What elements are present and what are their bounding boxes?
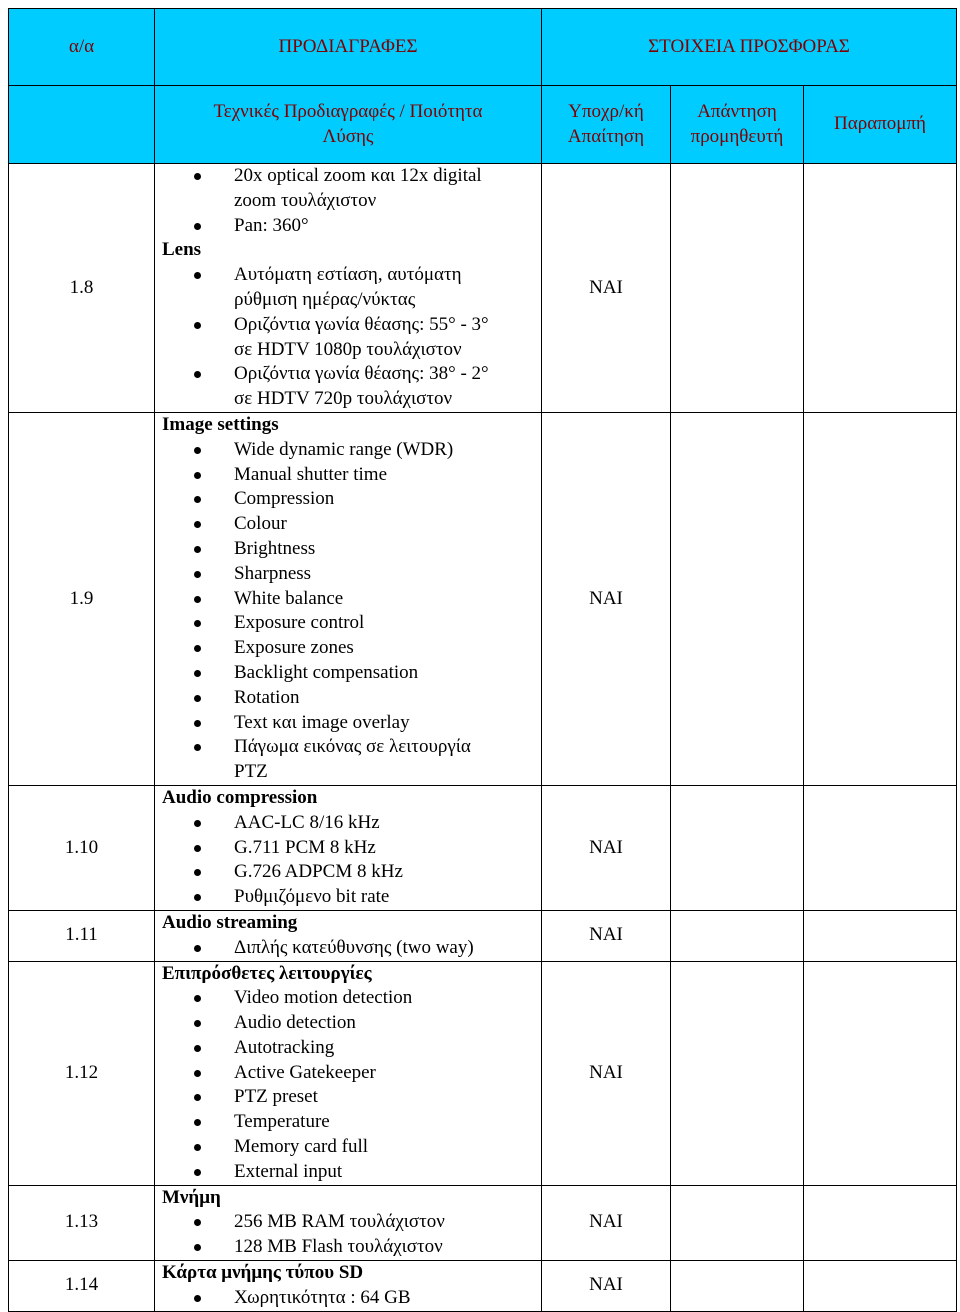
bullet-icon bbox=[194, 472, 201, 479]
spec-list bbox=[162, 936, 537, 961]
subheader-reference: Παραπομπή bbox=[804, 86, 957, 164]
spec-item-text: σε HDTV 1080p τουλάχιστον bbox=[234, 338, 462, 360]
supplier-answer-cell bbox=[671, 910, 804, 961]
spec-item-text: Backlight compensation bbox=[234, 661, 419, 683]
supplier-answer-cell bbox=[671, 164, 804, 413]
supplier-answer-cell bbox=[671, 961, 804, 1185]
spec-list-item bbox=[162, 811, 537, 836]
subheader-req-line1: Υποχρ/κή bbox=[568, 100, 644, 122]
spec-item-text: Πάγωμα εικόνας σε λειτουργία bbox=[234, 736, 471, 758]
spec-item-text: Compression bbox=[234, 488, 335, 510]
spec-list-item bbox=[162, 463, 537, 488]
bullet-icon bbox=[194, 670, 201, 677]
spec-item-text: Audio detection bbox=[234, 1012, 356, 1034]
row-number: 1.14 bbox=[9, 1261, 155, 1312]
spec-description bbox=[155, 785, 542, 910]
spec-list-item bbox=[162, 1235, 537, 1260]
spec-list bbox=[162, 1286, 537, 1311]
bullet-icon bbox=[194, 620, 201, 627]
spec-list-item bbox=[162, 1135, 537, 1160]
bullet-icon bbox=[194, 720, 201, 727]
bullet-icon bbox=[194, 1295, 201, 1302]
row-number: 1.10 bbox=[9, 785, 155, 910]
subheader-row bbox=[9, 86, 957, 164]
spec-item-text: Pan: 360° bbox=[234, 214, 309, 236]
spec-item-text: Exposure zones bbox=[234, 637, 354, 659]
spec-heading: Audio compression bbox=[162, 786, 318, 808]
spec-heading: Audio streaming bbox=[162, 911, 298, 933]
spec-description bbox=[155, 164, 542, 413]
spec-item-text: 256 MB RAM τουλάχιστον bbox=[234, 1211, 445, 1233]
spec-list bbox=[162, 811, 537, 910]
spec-list-item bbox=[162, 562, 537, 587]
spec-list-item bbox=[162, 214, 537, 239]
reference-cell bbox=[804, 164, 957, 413]
spec-item-text: Οριζόντια γωνία θέασης: 38° - 2° bbox=[234, 363, 489, 385]
bullet-icon bbox=[194, 1094, 201, 1101]
subheader-answer-line1: Απάντηση bbox=[697, 100, 777, 122]
spec-item-text: Colour bbox=[234, 513, 287, 535]
spec-item-text: PTZ bbox=[234, 761, 268, 783]
spec-item-text: Rotation bbox=[234, 686, 300, 708]
spec-item-text: Οριζόντια γωνία θέασης: 55° - 3° bbox=[234, 313, 489, 335]
bullet-icon bbox=[194, 1119, 201, 1126]
spec-list-item bbox=[162, 1160, 537, 1185]
spec-heading: Image settings bbox=[162, 413, 279, 435]
spec-list-item bbox=[162, 1085, 537, 1110]
reference-cell bbox=[804, 1261, 957, 1312]
spec-heading: Επιπρόσθετες λειτουργίες bbox=[162, 962, 372, 984]
bullet-icon bbox=[194, 1169, 201, 1176]
bullet-icon bbox=[194, 223, 201, 230]
spec-list-item bbox=[162, 512, 537, 537]
subheader-requirement bbox=[542, 86, 671, 164]
spec-list-item bbox=[162, 986, 537, 1011]
bullet-icon bbox=[194, 744, 201, 751]
spec-list-item bbox=[162, 735, 537, 785]
bullet-icon bbox=[194, 596, 201, 603]
bullet-icon bbox=[194, 695, 201, 702]
spec-row bbox=[9, 961, 957, 1185]
spec-list-item bbox=[162, 313, 537, 363]
bullet-icon bbox=[194, 447, 201, 454]
row-number: 1.8 bbox=[9, 164, 155, 413]
spec-heading: Μνήμη bbox=[162, 1186, 221, 1208]
subheader-tech-line2: Λύσης bbox=[322, 125, 374, 147]
spec-item-text: 20x optical zoom και 12x digital bbox=[234, 165, 482, 186]
spec-item-text: Text και image overlay bbox=[234, 711, 410, 733]
spec-item-text: Χωρητικότητα : 64 GB bbox=[234, 1286, 411, 1308]
spec-item-text: PTZ preset bbox=[234, 1086, 318, 1108]
requirement-value: ΝΑΙ bbox=[542, 785, 671, 910]
supplier-answer-cell bbox=[671, 1261, 804, 1312]
spec-item-text: Wide dynamic range (WDR) bbox=[234, 438, 454, 460]
spec-list-item bbox=[162, 164, 537, 214]
spec-list-item bbox=[162, 362, 537, 412]
bullet-icon bbox=[194, 945, 201, 952]
reference-cell bbox=[804, 961, 957, 1185]
subheader-answer bbox=[671, 86, 804, 164]
bullet-icon bbox=[194, 1219, 201, 1226]
spec-description bbox=[155, 961, 542, 1185]
spec-item-text: 128 MB Flash τουλάχιστον bbox=[234, 1236, 443, 1258]
spec-item-text: σε HDTV 720p τουλάχιστον bbox=[234, 388, 453, 410]
header-offer: ΣΤΟΙΧΕΙΑ ΠΡΟΣΦΟΡΑΣ bbox=[542, 9, 957, 86]
requirement-value: ΝΑΙ bbox=[542, 910, 671, 961]
spec-list-item bbox=[162, 1110, 537, 1135]
row-number: 1.9 bbox=[9, 412, 155, 785]
spec-row bbox=[9, 164, 957, 413]
spec-list-item bbox=[162, 636, 537, 661]
spec-list-item bbox=[162, 936, 537, 961]
spec-heading: Lens bbox=[162, 239, 202, 261]
spec-description bbox=[155, 1261, 542, 1312]
spec-list-item bbox=[162, 263, 537, 313]
spec-list-item bbox=[162, 1011, 537, 1036]
bullet-icon bbox=[194, 1020, 201, 1027]
spec-list-item bbox=[162, 860, 537, 885]
spec-description bbox=[155, 412, 542, 785]
subheader-answer-line2: προμηθευτή bbox=[690, 125, 784, 147]
spec-list-item bbox=[162, 487, 537, 512]
spec-list bbox=[162, 1210, 537, 1260]
spec-item-text: Autotracking bbox=[234, 1036, 335, 1058]
spec-list-item bbox=[162, 1286, 537, 1311]
spec-item-text: Αυτόματη εστίαση, αυτόματη bbox=[234, 264, 462, 286]
spec-item-text: Manual shutter time bbox=[234, 463, 388, 485]
bullet-icon bbox=[194, 869, 201, 876]
header-row bbox=[9, 9, 957, 86]
row-number: 1.12 bbox=[9, 961, 155, 1185]
spec-list bbox=[162, 986, 537, 1184]
bullet-icon bbox=[194, 1244, 201, 1251]
requirement-value: ΝΑΙ bbox=[542, 1261, 671, 1312]
spec-item-text: Sharpness bbox=[234, 562, 312, 584]
spec-row bbox=[9, 785, 957, 910]
spec-list-item bbox=[162, 1036, 537, 1061]
spec-item-text: G.711 PCM 8 kHz bbox=[234, 836, 376, 858]
spec-item-text: AAC-LC 8/16 kHz bbox=[234, 811, 380, 833]
reference-cell bbox=[804, 785, 957, 910]
spec-description bbox=[155, 910, 542, 961]
header-aa: α/α bbox=[9, 9, 155, 86]
reference-cell bbox=[804, 910, 957, 961]
subheader-tech bbox=[155, 86, 542, 164]
subheader-blank bbox=[9, 86, 155, 164]
spec-list-item bbox=[162, 686, 537, 711]
bullet-icon bbox=[194, 496, 201, 503]
bullet-icon bbox=[194, 820, 201, 827]
bullet-icon bbox=[194, 1144, 201, 1151]
supplier-answer-cell bbox=[671, 1185, 804, 1260]
spec-item-text: Video motion detection bbox=[234, 987, 413, 1009]
spec-list-item bbox=[162, 611, 537, 636]
bullet-icon bbox=[194, 521, 201, 528]
bullet-icon bbox=[194, 995, 201, 1002]
spec-item-text: Διπλής κατεύθυνσης (two way) bbox=[234, 936, 474, 958]
bullet-icon bbox=[194, 845, 201, 852]
reference-cell bbox=[804, 1185, 957, 1260]
spec-item-text: Brightness bbox=[234, 537, 316, 559]
bullet-icon bbox=[194, 322, 201, 329]
spec-item-text: External input bbox=[234, 1160, 343, 1182]
subheader-req-line2: Απαίτηση bbox=[567, 125, 645, 147]
row-number: 1.13 bbox=[9, 1185, 155, 1260]
bullet-icon bbox=[194, 645, 201, 652]
spec-item-text: White balance bbox=[234, 587, 344, 609]
spec-heading: Κάρτα μνήμης τύπου SD bbox=[162, 1262, 364, 1284]
spec-list-item bbox=[162, 537, 537, 562]
spec-item-text: Ρυθμιζόμενο bit rate bbox=[234, 886, 390, 908]
spec-list-item bbox=[162, 711, 537, 736]
bullet-icon bbox=[194, 1045, 201, 1052]
spec-item-text: G.726 ADPCM 8 kHz bbox=[234, 861, 403, 883]
requirement-value: ΝΑΙ bbox=[542, 1185, 671, 1260]
spec-list-item bbox=[162, 438, 537, 463]
spec-item-text: Active Gatekeeper bbox=[234, 1061, 376, 1083]
spec-list bbox=[162, 438, 537, 785]
bullet-icon bbox=[194, 1070, 201, 1077]
spec-item-text: Exposure control bbox=[234, 612, 365, 634]
row-number: 1.11 bbox=[9, 910, 155, 961]
spec-item-text: ρύθμιση ημέρας/νύκτας bbox=[234, 288, 416, 310]
spec-row bbox=[9, 1261, 957, 1312]
bullet-icon bbox=[194, 371, 201, 378]
spec-description bbox=[155, 1185, 542, 1260]
bullet-icon bbox=[194, 894, 201, 901]
continued-spec-list bbox=[162, 164, 537, 238]
spec-list-item bbox=[162, 1210, 537, 1235]
spec-list-item bbox=[162, 587, 537, 612]
header-specs: ΠΡΟΔΙΑΓΡΑΦΕΣ bbox=[155, 9, 542, 86]
spec-row bbox=[9, 910, 957, 961]
spec-item-text: zoom τουλάχιστον bbox=[234, 189, 377, 211]
requirement-value: ΝΑΙ bbox=[542, 412, 671, 785]
spec-list bbox=[162, 263, 537, 412]
bullet-icon bbox=[194, 173, 201, 180]
spec-list-item bbox=[162, 661, 537, 686]
subheader-tech-line1: Τεχνικές Προδιαγραφές / Ποιότητα bbox=[213, 100, 483, 122]
spec-row bbox=[9, 412, 957, 785]
bullet-icon bbox=[194, 546, 201, 553]
spec-row bbox=[9, 1185, 957, 1260]
requirement-value: ΝΑΙ bbox=[542, 164, 671, 413]
spec-list-item bbox=[162, 1061, 537, 1086]
bullet-icon bbox=[194, 272, 201, 279]
spec-item-text: Memory card full bbox=[234, 1136, 369, 1158]
reference-cell bbox=[804, 412, 957, 785]
supplier-answer-cell bbox=[671, 412, 804, 785]
bullet-icon bbox=[194, 571, 201, 578]
spec-list-item bbox=[162, 836, 537, 861]
spec-list-item bbox=[162, 885, 537, 910]
specifications-table bbox=[8, 8, 957, 1312]
spec-item-text: Temperature bbox=[234, 1111, 330, 1133]
requirement-value: ΝΑΙ bbox=[542, 961, 671, 1185]
supplier-answer-cell bbox=[671, 785, 804, 910]
